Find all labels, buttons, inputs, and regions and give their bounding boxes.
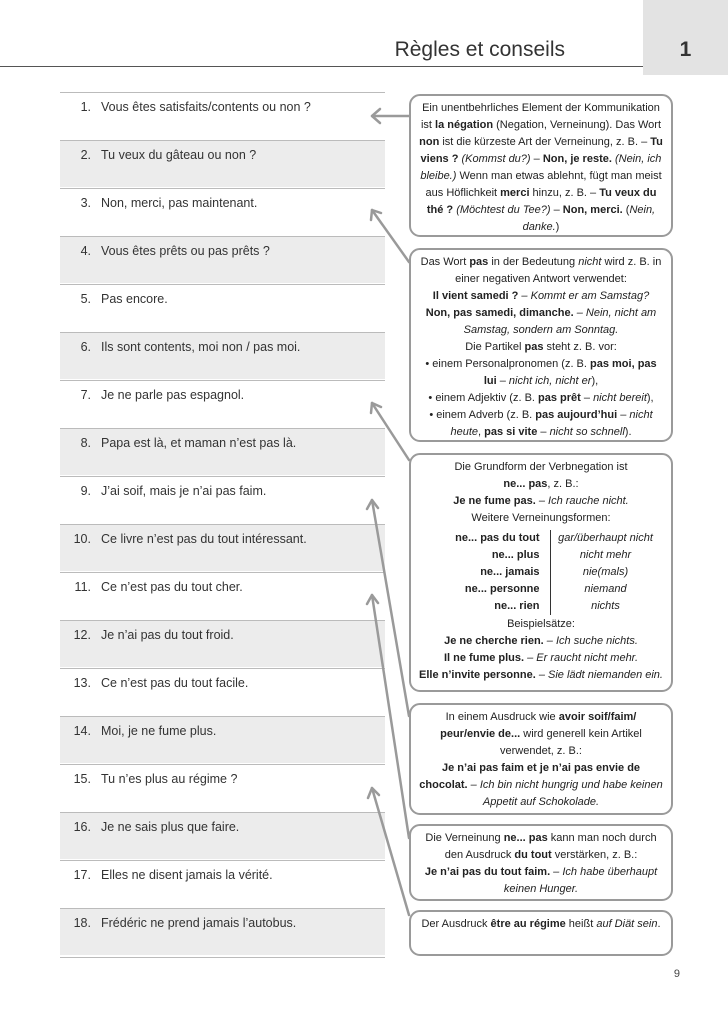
negation-form-fr: ne... personne: [464, 583, 540, 595]
pas-example-2: Non, pas samedi, dimanche. – Nein, nicht am Samstag, sondern am Sonntag.: [425, 307, 657, 336]
pas-list: [418, 356, 664, 441]
exercise-number: 12.: [73, 628, 91, 642]
arrow-to-row-11: [367, 595, 409, 838]
exercise-sentence: Pas encore.: [101, 292, 168, 306]
info-box-du-tout: [409, 824, 673, 901]
exercise-number: 10.: [73, 532, 91, 546]
exercise-number: 5.: [80, 292, 91, 306]
forms-intro: Die Grundform der Verbnegation ist: [454, 461, 628, 473]
exercise-number: 1.: [80, 100, 91, 114]
negation-form-de: nicht mehr: [579, 549, 632, 561]
exercise-sentence: Je n’ai pas du tout froid.: [101, 628, 234, 642]
exercise-sentence: Ce n’est pas du tout facile.: [101, 676, 249, 690]
exercise-number: 15.: [73, 772, 91, 786]
exercise-number: 16.: [73, 820, 91, 834]
exercise-sentence: Tu veux du gâteau ou non ?: [101, 148, 257, 162]
negation-text: Ein unentbehrliches Element der Kommunikation ist la négation (Negation, Verneinung). Das Wort non ist die kürzeste Art der Verneinung, z. B. – Tu viens ? (Kommst du?) – Non, je reste. (Nein, ich bleibe.) Wenn man etwas ablehnt, fügt man meist aus Höflichkeit merci hinzu, z. B. – Tu veux du thé ? (Möchtest du Tee?) – Non, merci. (Nein, danke.): [419, 102, 663, 233]
pas-list-item: • einem Adjektiv (z. B. pas prêt – nicht bereit),: [418, 390, 664, 407]
exercise-number: 8.: [80, 436, 91, 450]
regime-text: Der Ausdruck être au régime heißt auf Diät sein.: [421, 918, 661, 930]
exercise-number: 17.: [73, 868, 91, 882]
exercise-sentence: Je ne sais plus que faire.: [101, 820, 240, 834]
info-box-regime: [409, 910, 673, 956]
exercise-sentence: Je ne parle pas espagnol.: [101, 388, 245, 402]
info-box-pas: [409, 248, 673, 442]
exercise-sentence: Papa est là, et maman n’est pas là.: [101, 436, 297, 450]
negation-form-fr: ne... pas du tout: [455, 532, 540, 544]
exercise-number: 2.: [80, 148, 91, 162]
forms-examples-heading: Beispielsätze:: [507, 618, 575, 630]
pas-intro: Das Wort pas in der Bedeutung nicht wird z. B. in einer negativen Antwort verwendet:: [420, 256, 662, 285]
page-number: 9: [673, 968, 680, 980]
negation-forms-table: [418, 530, 664, 615]
forms-basic: ne... pas, z. B.:: [503, 478, 579, 490]
pas-particle: Die Partikel pas steht z. B. vor:: [465, 341, 617, 353]
exercise-number: 9.: [80, 484, 91, 498]
du-tout-example: Je n’ai pas du tout faim. – Ich habe überhaupt keinen Hunger.: [424, 866, 658, 895]
info-box-negation-forms: [409, 453, 673, 692]
negation-form-de: niemand: [584, 583, 627, 595]
info-box-negation: [409, 94, 673, 237]
negation-form-de: nichts: [591, 600, 620, 612]
forms-example-sentence: Il ne fume plus. – Er raucht nicht mehr.: [444, 652, 638, 664]
forms-further: Weitere Verneinungsformen:: [471, 512, 611, 524]
exercise-sentence: J’ai soif, mais je n’ai pas faim.: [101, 484, 267, 498]
exercise-sentence: Ce n’est pas du tout cher.: [101, 580, 243, 594]
exercise-sentence: Vous êtes satisfaits/contents ou non ?: [101, 100, 311, 114]
exercise-number: 4.: [80, 244, 91, 258]
exercise-sentence: Non, merci, pas maintenant.: [101, 196, 258, 210]
forms-example: Je ne fume pas. – Ich rauche nicht.: [453, 495, 629, 507]
du-tout-text: Die Verneinung ne... pas kann man noch durch den Ausdruck du tout verstärken, z. B.:: [425, 832, 657, 861]
exercise-number: 6.: [80, 340, 91, 354]
exercise-sentence: Elles ne disent jamais la vérité.: [101, 868, 273, 882]
exercise-sentence: Frédéric ne prend jamais l’autobus.: [101, 916, 297, 930]
exercise-sentence: Ils sont contents, moi non / pas moi.: [101, 340, 301, 354]
exercise-number: 3.: [80, 196, 91, 210]
exercise-sentence: Ce livre n’est pas du tout intéressant.: [101, 532, 307, 546]
arrow-to-row-3: [371, 210, 409, 262]
exercise-sentence: Moi, je ne fume plus.: [101, 724, 217, 738]
arrow-to-row-7: [371, 403, 409, 460]
avoir-text: In einem Ausdruck wie avoir soif/faim/ peur/envie de... wird generell kein Artikel verwendet, z. B.:: [440, 711, 642, 757]
info-box-avoir: [409, 703, 673, 815]
exercise-sentence: Vous êtes prêts ou pas prêts ?: [101, 244, 270, 258]
exercise-number: 18.: [73, 916, 91, 930]
exercise-number: 13.: [73, 676, 91, 690]
arrow-to-row-15: [368, 788, 409, 915]
page-title: Règles et conseils: [394, 38, 565, 61]
negation-form-fr: ne... rien: [494, 600, 540, 612]
negation-forms-german: [551, 530, 661, 615]
pas-example-1: Il vient samedi ? – Kommt er am Samstag?: [432, 290, 650, 302]
negation-form-de: nie(mals): [582, 566, 629, 578]
forms-example-sentence: Elle n’invite personne. – Sie lädt niemanden ein.: [419, 669, 663, 681]
exercise-sentence: Tu n’es plus au régime ?: [101, 772, 238, 786]
negation-form-fr: ne... jamais: [480, 566, 540, 578]
exercise-number: 7.: [80, 388, 91, 402]
negation-form-fr: ne... plus: [491, 549, 540, 561]
exercise-number: 11.: [74, 580, 91, 594]
chapter-number: 1: [679, 38, 692, 61]
arrow-to-row-1: [372, 109, 409, 123]
exercise-number: 14.: [73, 724, 91, 738]
pas-list-item: • einem Adverb (z. B. pas aujourd’hui – nicht heute, pas si vite – nicht so schnell).: [418, 407, 664, 441]
forms-example-sentence: Je ne cherche rien. – Ich suche nichts.: [444, 635, 638, 647]
pas-list-item: • einem Personalpronomen (z. B. pas moi, pas lui – nicht ich, nicht er),: [418, 356, 664, 390]
negation-form-de: gar/überhaupt nicht: [558, 532, 653, 544]
negation-forms-french: [422, 530, 551, 615]
avoir-example: Je n’ai pas faim et je n’ai pas envie de chocolat. – Ich bin nicht hungrig und habe keinen Appetit auf Schokolade.: [419, 762, 663, 808]
